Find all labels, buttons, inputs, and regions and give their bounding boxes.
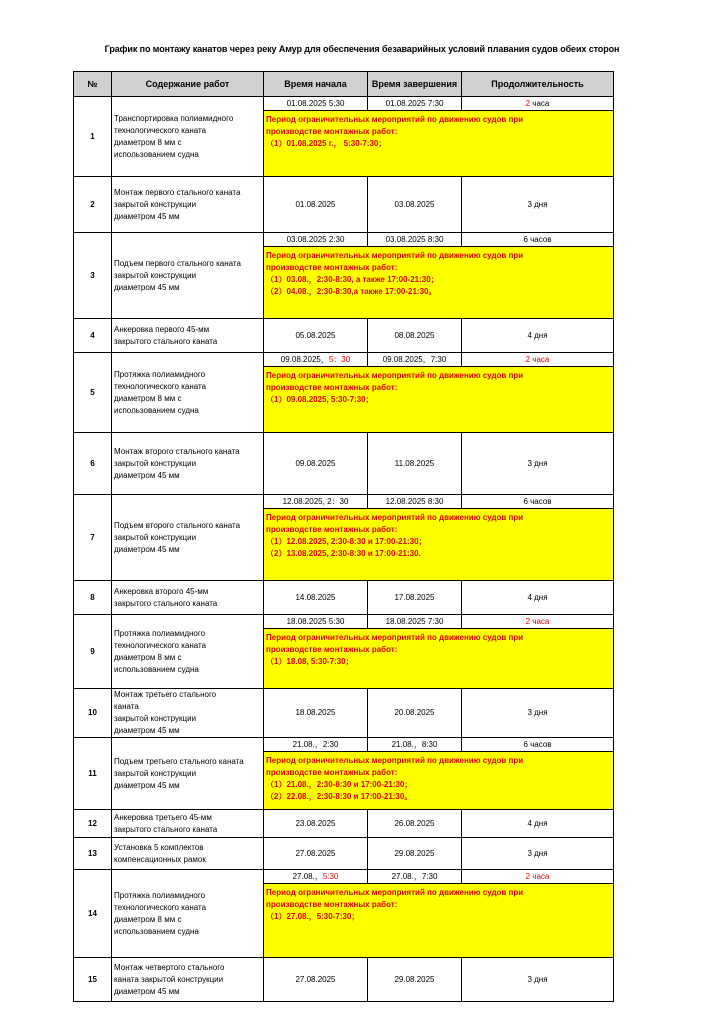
note-intro <box>266 755 611 779</box>
end-time: 20.08.2025 <box>368 689 462 738</box>
table-row <box>74 838 614 870</box>
start-time: 01.08.2025 <box>264 177 368 233</box>
note-period-line: （2）04.08.，2:30-8:30,а также 17:00-21:30。 <box>266 287 437 296</box>
note-intro-line: Период ограничительных мероприятий по движению судов при <box>266 513 524 522</box>
note-period-line: （1）12.08.2025, 2:30-8:30 и 17:00-21:30； <box>266 537 427 546</box>
table-row <box>74 958 614 1002</box>
work-text-line: закрытого стального каната <box>114 336 218 346</box>
table-row <box>74 177 614 233</box>
work-text-line: закрытой конструкции <box>114 768 197 778</box>
restriction-note <box>264 247 614 319</box>
duration: 2 часа <box>462 615 614 629</box>
work-text <box>114 890 263 938</box>
start-time <box>264 870 368 884</box>
note-intro-line: производстве монтажных работ: <box>266 127 398 136</box>
header-start: Время начала <box>264 72 368 97</box>
work-text-line: диаметром 8 мм с <box>114 393 182 403</box>
work-description <box>112 689 264 738</box>
table-row <box>74 615 614 629</box>
note-intro <box>266 632 611 656</box>
end-time: 17.08.2025 <box>368 581 462 615</box>
header-num: № <box>74 72 112 97</box>
duration: 4 дня <box>462 319 614 353</box>
note-period <box>266 779 611 803</box>
duration: 2 часа <box>462 870 614 884</box>
row-number: 7 <box>74 495 112 581</box>
row-number: 3 <box>74 233 112 319</box>
start-time <box>264 353 368 367</box>
work-text-line: каната <box>114 702 139 711</box>
start-time: 12.08.2025, 2：30 <box>264 495 368 509</box>
work-text-line: Подъем третьего стального каната <box>114 756 244 766</box>
work-text-line: диаметром 45 мм <box>114 726 180 735</box>
work-text-line: диаметром 45 мм <box>114 986 180 996</box>
note-intro-line: Период ограничительных мероприятий по движению судов при <box>266 251 524 260</box>
table-row <box>74 870 614 884</box>
work-text-line: диаметром 8 мм с <box>114 652 182 662</box>
work-text <box>114 446 263 482</box>
work-text-line: Анкеровка третьего 45-мм <box>114 812 212 822</box>
table-row <box>74 495 614 509</box>
work-text-line: закрытой конструкции <box>114 714 197 723</box>
row-number: 8 <box>74 581 112 615</box>
table-row <box>74 581 614 615</box>
restriction-note <box>264 629 614 689</box>
table-row <box>74 353 614 367</box>
header-end: Время завершения <box>368 72 462 97</box>
start-date: 09.08.2025， <box>280 354 329 364</box>
work-text-line: Монтаж третьего стального <box>114 690 217 699</box>
work-text-line: Протяжка полиамидного <box>114 890 206 900</box>
end-time: 09.08.2025，7:30 <box>368 353 462 367</box>
note-period <box>266 656 611 668</box>
note-period-line: （1）09.08.2025, 5:30-7:30； <box>266 395 374 404</box>
work-description <box>112 319 264 353</box>
work-text-line: технологического каната <box>114 125 207 135</box>
note-intro-line: Период ограничительных мероприятий по движению судов при <box>266 115 524 124</box>
schedule-body <box>74 97 614 1002</box>
work-text <box>114 628 263 676</box>
note-intro-line: Период ограничительных мероприятий по движению судов при <box>266 888 524 897</box>
start-time: 21.08.，2:30 <box>264 738 368 752</box>
note-period <box>266 394 611 406</box>
work-text-line: диаметром 8 мм с <box>114 914 182 924</box>
duration-value: 2 <box>525 98 531 108</box>
duration: 6 часов <box>462 738 614 752</box>
work-text-line: закрытой конструкции <box>114 270 197 280</box>
work-text <box>114 842 263 866</box>
work-text-line: закрытой конструкции <box>114 458 197 468</box>
note-period-line: （1）18.08, 5:30-7:30； <box>266 657 354 666</box>
note-intro-line: Период ограничительных мероприятий по движению судов при <box>266 633 524 642</box>
work-text-line: технологического каната <box>114 381 207 391</box>
note-period-line: （1）21.08.，2:30-8:30 и 17:00-21:30； <box>266 780 413 789</box>
note-period <box>266 274 611 298</box>
duration: 3 дня <box>462 177 614 233</box>
start-time: 01.08.2025 5:30 <box>264 97 368 111</box>
duration <box>462 97 614 111</box>
row-number: 2 <box>74 177 112 233</box>
note-period-line: （1）01.08.2025 г.， 5:30-7:30； <box>266 139 387 148</box>
work-text-line: диаметром 8 мм с <box>114 137 182 147</box>
note-intro-line: производстве монтажных работ: <box>266 263 398 272</box>
work-text <box>114 520 263 556</box>
work-description <box>112 495 264 581</box>
start-time: 03.08.2025 2:30 <box>264 233 368 247</box>
work-text <box>114 369 263 417</box>
table-row <box>74 810 614 838</box>
row-number: 13 <box>74 838 112 870</box>
work-text-line: Монтаж первого стального каната <box>114 187 241 197</box>
restriction-note <box>264 509 614 581</box>
end-time: 29.08.2025 <box>368 838 462 870</box>
work-text-line: закрытого стального каната <box>114 598 218 608</box>
header-work: Содержание работ <box>112 72 264 97</box>
note-intro <box>266 887 611 911</box>
work-description <box>112 838 264 870</box>
work-description <box>112 581 264 615</box>
row-number: 5 <box>74 353 112 433</box>
work-text <box>114 586 263 610</box>
restriction-note <box>264 752 614 810</box>
table-row <box>74 319 614 353</box>
work-text-line: диаметром 45 мм <box>114 211 180 221</box>
table-row <box>74 738 614 752</box>
start-time: 23.08.2025 <box>264 810 368 838</box>
table-row <box>74 433 614 495</box>
duration: 3 дня <box>462 958 614 1002</box>
row-number: 6 <box>74 433 112 495</box>
work-text-line: Анкеровка второго 45-мм <box>114 586 209 596</box>
restriction-note <box>264 884 614 958</box>
work-text-line: Протяжка полиамидного <box>114 369 206 379</box>
row-number: 12 <box>74 810 112 838</box>
end-time: 03.08.2025 <box>368 177 462 233</box>
work-text-line: использованием судна <box>114 664 199 674</box>
start-time: 14.08.2025 <box>264 581 368 615</box>
work-text-line: компенсационных рамок <box>114 854 206 864</box>
note-intro-line: производстве монтажных работ: <box>266 900 398 909</box>
note-intro-line: Период ограничительных мероприятий по движению судов при <box>266 371 524 380</box>
work-description <box>112 870 264 958</box>
note-period-line: （2）13.08.2025, 2:30-8:30 и 17:00-21:30. <box>266 549 421 558</box>
end-time: 29.08.2025 <box>368 958 462 1002</box>
note-intro <box>266 114 611 138</box>
work-text-line: использованием судна <box>114 149 199 159</box>
start-time: 27.08.2025 <box>264 838 368 870</box>
duration: 6 часов <box>462 495 614 509</box>
work-text-line: Подъем второго стального каната <box>114 520 241 530</box>
work-text-line: Монтаж второго стального каната <box>114 446 240 456</box>
row-number: 1 <box>74 97 112 177</box>
end-time: 03.08.2025 8:30 <box>368 233 462 247</box>
start-time: 27.08.2025 <box>264 958 368 1002</box>
start-hour: 5：30 <box>328 354 351 364</box>
restriction-note <box>264 367 614 433</box>
note-intro <box>266 250 611 274</box>
end-time: 18.08.2025 7:30 <box>368 615 462 629</box>
row-number: 14 <box>74 870 112 958</box>
duration: 3 дня <box>462 689 614 738</box>
work-description <box>112 433 264 495</box>
work-text-line: каната закрытой конструкции <box>114 974 224 984</box>
document-title: График по монтажу канатов через реку Амур для обеспечения безаварийных условий плавания судов обеих сторон <box>104 44 620 54</box>
table-row <box>74 689 614 738</box>
note-intro-line: производстве монтажных работ: <box>266 768 398 777</box>
start-date: 27.08.， <box>292 871 323 881</box>
duration-unit: часа <box>530 98 550 108</box>
row-number: 15 <box>74 958 112 1002</box>
note-period-line: （2）22.08.，2:30-8:30 и 17:00-21:30。 <box>266 792 413 801</box>
work-text <box>114 113 263 161</box>
work-text-line: использованием судна <box>114 926 199 936</box>
work-text-line: Установка 5 комплектов <box>114 842 204 852</box>
work-text <box>114 962 263 998</box>
end-time: 12.08.2025 8:30 <box>368 495 462 509</box>
end-time: 21.08.，8:30 <box>368 738 462 752</box>
end-time: 11.08.2025 <box>368 433 462 495</box>
start-time: 09.08.2025 <box>264 433 368 495</box>
row-number: 10 <box>74 689 112 738</box>
note-period-line: （1）03.08.，2:30-8:30, а также 17:00-21:30； <box>266 275 439 284</box>
end-time: 08.08.2025 <box>368 319 462 353</box>
work-text-line: технологического каната <box>114 902 207 912</box>
work-text-line: Протяжка полиамидного <box>114 628 206 638</box>
restriction-note <box>264 111 614 177</box>
work-description <box>112 810 264 838</box>
work-text-line: диаметром 45 мм <box>114 544 180 554</box>
end-time: 26.08.2025 <box>368 810 462 838</box>
start-time: 05.08.2025 <box>264 319 368 353</box>
table-row <box>74 97 614 111</box>
table-row <box>74 233 614 247</box>
work-text-line: диаметром 45 мм <box>114 780 180 790</box>
work-text-line: закрытой конструкции <box>114 199 197 209</box>
work-text-line: использованием судна <box>114 405 199 415</box>
work-description <box>112 615 264 689</box>
work-text-line: диаметром 45 мм <box>114 470 180 480</box>
duration: 3 дня <box>462 838 614 870</box>
header-duration: Продолжительность <box>462 72 614 97</box>
note-intro <box>266 370 611 394</box>
note-intro <box>266 512 611 536</box>
work-text <box>114 812 263 836</box>
work-text <box>114 324 263 348</box>
work-description <box>112 233 264 319</box>
note-intro-line: производстве монтажных работ: <box>266 645 398 654</box>
start-time: 18.08.2025 5:30 <box>264 615 368 629</box>
work-text-line: закрытого стального каната <box>114 824 218 834</box>
work-text-line: Транспортировка полиамидного <box>114 113 234 123</box>
end-time: 27.08.，7:30 <box>368 870 462 884</box>
work-description <box>112 353 264 433</box>
work-text-line: Анкеровка первого 45-мм <box>114 324 210 334</box>
row-number: 11 <box>74 738 112 810</box>
note-period <box>266 536 611 560</box>
work-text-line: технологического каната <box>114 640 207 650</box>
duration: 2 часа <box>462 353 614 367</box>
work-text <box>114 689 263 737</box>
row-number: 4 <box>74 319 112 353</box>
header-row <box>74 72 614 97</box>
work-description <box>112 958 264 1002</box>
duration: 4 дня <box>462 810 614 838</box>
work-text <box>114 756 263 792</box>
work-description <box>112 97 264 177</box>
work-text <box>114 187 263 223</box>
note-intro-line: Период ограничительных мероприятий по движению судов при <box>266 756 524 765</box>
work-text-line: диаметром 45 мм <box>114 282 180 292</box>
work-text-line: закрытой конструкции <box>114 532 197 542</box>
duration: 6 часов <box>462 233 614 247</box>
work-description <box>112 738 264 810</box>
note-period <box>266 911 611 923</box>
note-period <box>266 138 611 150</box>
schedule-table <box>73 71 614 1002</box>
duration: 4 дня <box>462 581 614 615</box>
work-text-line: Монтаж четвертого стального <box>114 962 225 972</box>
duration: 3 дня <box>462 433 614 495</box>
start-time: 18.08.2025 <box>264 689 368 738</box>
note-intro-line: производстве монтажных работ: <box>266 525 398 534</box>
note-intro-line: производстве монтажных работ: <box>266 383 398 392</box>
start-hour: 5:30 <box>322 871 339 881</box>
end-time: 01.08.2025 7:30 <box>368 97 462 111</box>
work-text <box>114 258 263 294</box>
note-period-line: （1）27.08.，5:30-7:30； <box>266 912 360 921</box>
row-number: 9 <box>74 615 112 689</box>
work-text-line: Подъем первого стального каната <box>114 258 241 268</box>
work-description <box>112 177 264 233</box>
